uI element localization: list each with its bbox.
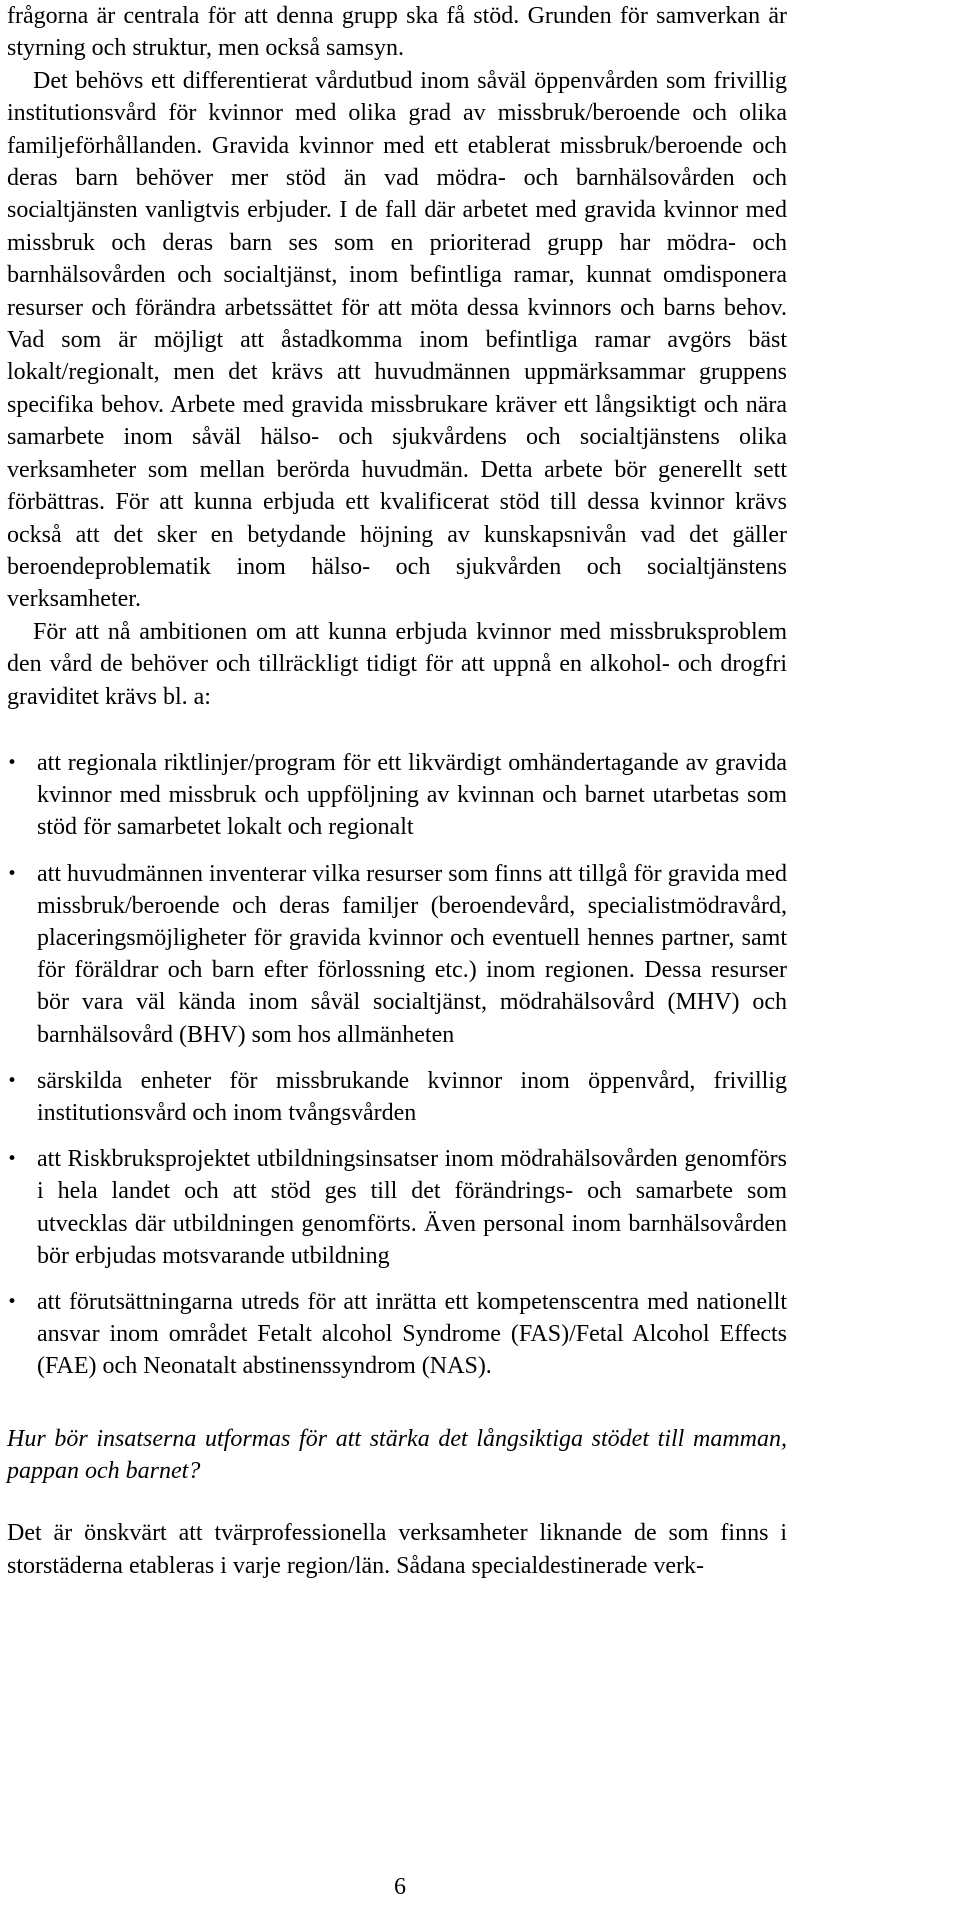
list-item: [7, 858, 787, 1051]
list-item-text: särskilda enheter för missbrukande kvinnor inom öppenvård, frivillig institutionsvård och inom tvångsvården: [37, 1067, 787, 1126]
final-paragraph: Det är önskvärt att tvärprofessionella verksamheter liknande de som finns i storstäderna etableras i varje region/län. Sådana specialdestinerade verk-: [7, 1520, 787, 1579]
bullet-icon: •: [7, 863, 18, 884]
list-item-text: att huvudmännen inventerar vilka resurser som finns att tillgå för gravida med missbruk/beroende och deras familjer (beroendevård, specialistmödravård, placeringsmöjligheter för gravida kvinnor och eventuell hennes partner, samt för föräldrar och barn efter förlossning etc.) inom regionen. Dessa resurser bör vara väl kända inom såväl socialtjänst, mödrahälsovård (MHV) och barnhälsovård (BHV) som hos allmänheten: [37, 860, 787, 1048]
list-item-text: att förutsättningarna utreds för att inrätta ett kompetenscentra med nationellt ansvar inom området Fetalt alcohol Syndrome (FAS)/Fetal Alcohol Effects (FAE) och Neonatalt abstinenssyndrom (NAS).: [37, 1288, 787, 1380]
list-item: [7, 747, 787, 844]
body-paragraph: Det behövs ett differentierat vårdutbud inom såväl öppenvården som frivillig institutionsvård för kvinnor med olika grad av missbruk/beroende och olika familjeförhållanden. Gravida kvinnor med ett etablerat missbruk/beroende och deras barn behöver mer stöd än vad mödra- och barnhälsovården och socialtjänsten vanligtvis erbjuder. I de fall där arbetet med gravida kvinnor med missbruk och deras barn ses som en prioriterad grupp har mödra- och barnhälsovården och socialtjänst, inom befintliga ramar, kunnat omdisponera resurser och förändra arbetssättet för att möta dessa kvinnors och barns behov. Vad som är möjligt att åstadkomma inom befintliga ramar avgörs bäst lokalt/regionalt, men det krävs att huvudmännen uppmärksammar gruppens specifika behov. Arbete med gravida missbrukare kräver ett långsiktigt och nära samarbete inom såväl hälso- och sjukvårdens och socialtjänstens olika verksamheter som mellan berörda huvudmän. Detta arbete bör generellt sett förbättras. För att kunna erbjuda ett kvalificerat stöd till dessa kvinnor krävs också att det sker en betydande höjning av kunskapsnivån vad det gäller beroendeproblematik inom hälso- och sjukvården och socialtjänstens verksamheter.: [7, 67, 787, 613]
list-item: [7, 1065, 787, 1129]
ambition-paragraph: För att nå ambitionen om att kunna erbjuda kvinnor med missbruksproblem den vård de behöver och tillräckligt tidigt för att uppnå en alkohol- och drogfri graviditet krävs bl. a:: [7, 618, 787, 710]
bullet-icon: •: [7, 1149, 18, 1170]
list-item: [7, 1143, 787, 1272]
list-item-text: att Riskbruksprojektet utbildningsinsatser inom mödrahälsovården genomförs i hela landet och att stöd ges till det förändrings- och samarbete som utvecklas där utbildningen genomförts. Även personal inom barnhälsovården bör erbjudas motsvarande utbildning: [37, 1146, 787, 1269]
page-number: 6: [394, 1874, 406, 1900]
list-item-text: att regionala riktlinjer/program för ett likvärdigt omhändertagande av gravida kvinnor med missbruk och uppföljning av kvinnan och barnet utarbetas som stöd för samarbetet lokalt och regionalt: [37, 749, 787, 841]
list-item: [7, 1286, 787, 1383]
bullet-icon: •: [7, 1291, 18, 1312]
bullet-icon: •: [7, 752, 18, 773]
bullet-icon: •: [7, 1070, 18, 1091]
requirements-list: [7, 747, 787, 1383]
intro-paragraph: frågorna är centrala för att denna grupp ska få stöd. Grunden för samverkan är styrning och struktur, men också samsyn.: [7, 3, 787, 62]
document-page: [7, 0, 787, 1582]
section-question-heading: Hur bör insatserna utformas för att stärka det långsiktiga stödet till mamman, pappan och barnet?: [7, 1425, 787, 1484]
